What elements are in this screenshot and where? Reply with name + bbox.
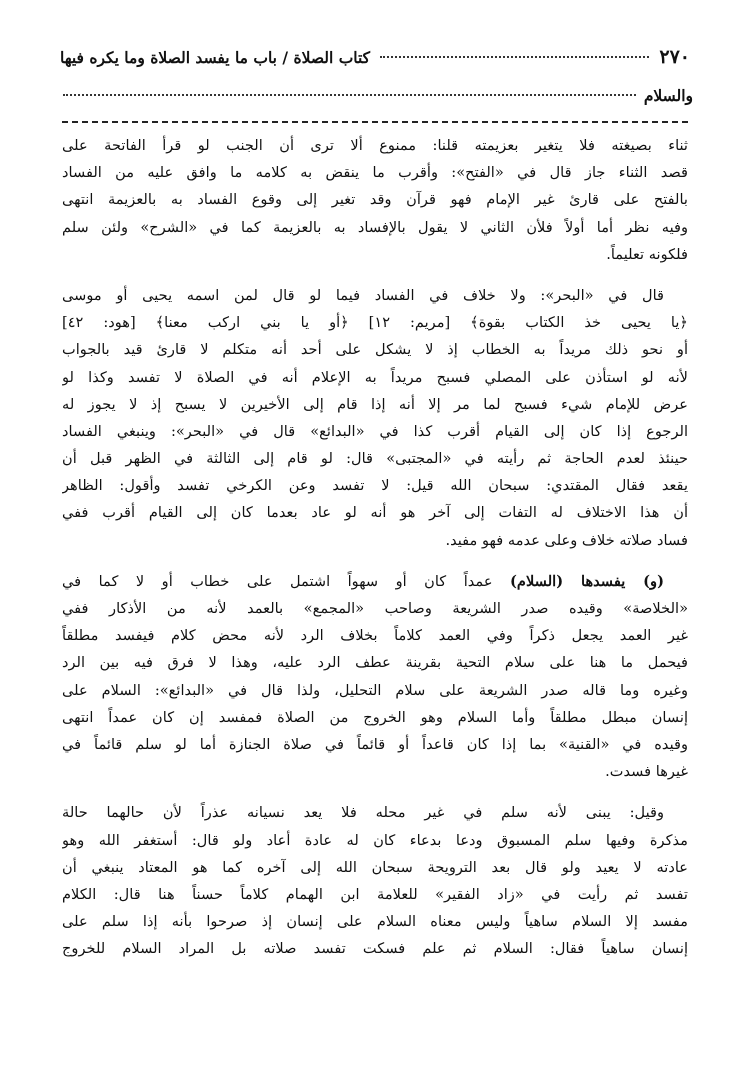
paragraph-1 xyxy=(62,132,688,268)
text-line: إنسان ساهياً فقال: السلام ثم علم فسكت تفسد صلاته بل المراد السلام للخروج xyxy=(62,940,688,958)
line-rest: عمداً كان أو سهواً اشتمل على خطاب أو لا كما في xyxy=(62,572,493,590)
carry-over-dots xyxy=(63,94,636,96)
paragraph-4 xyxy=(62,799,688,962)
text-line: وقيل: يبنى لأنه سلم في غير محله فلا يعد نسيانه عذراً لأن حالهما حالة xyxy=(62,804,664,822)
text-line: مفسد إلا السلام ساهياً وليس معناه السلام على إنسان إذ صرحوا بأنه إذا سلم على xyxy=(62,913,688,931)
text-line: فلكونه تعليماً. xyxy=(606,245,688,263)
section-separator xyxy=(62,121,688,123)
text-line: وقيده في «القنية» بما إذا كان قاعداً أو قائماً في صلاة الجنازة أما لو سلم قائماً في xyxy=(62,735,688,753)
text-line: بالفتح على قارئ غير الإمام فهو قرآن وقد تغير إلى وقوع الفساد به بالعزيمة انتهى xyxy=(62,191,688,209)
text-line: أو نحو ذلك مريداً به الخطاب إذ لا يشكل على أحد أنه متكلم لا قارئ قيد بالجواب xyxy=(62,341,688,359)
matn-lead: (و) يفسدها (السلام) xyxy=(510,572,665,590)
header-dotted-leader xyxy=(380,56,649,58)
text-line: يقعد فقال المقتدي: سبحان الله قيل: لا تفسد وعن الكرخي تفسد وأقول: الظاهر xyxy=(62,477,688,495)
carry-over-word: والسلام xyxy=(643,85,693,105)
text-line: ثناء بصيغته فلا يتغير بعزيمته قلنا: ممنوع ألا ترى أن الجنب لو قرأ الفاتحة على xyxy=(62,137,688,154)
carry-over-line xyxy=(63,82,693,108)
text-line: قصد الثناء جاز قال في «الفتح»: وأقرب ما ينقض به كلامه ما وافق عليه من الفساد xyxy=(62,164,688,182)
text-line: الرجوع إذا كان إلى القيام أقرب كذا في «البدائع» قال في «البحر»: وينبغي الفساد xyxy=(62,422,688,440)
text-line: غير العمد يجعل ذكراً وفي العمد كلاماً بخلاف الرد لأنه محض كلام فيفسد مطلقاً xyxy=(62,627,688,645)
text-line: عادته لا يعيد ولو قال بعد الترويحة سبحان الله إلى آخره كما هو المعتاد ينبغي أن xyxy=(62,858,688,876)
text-line: قال في «البحر»: ولا خلاف في الفساد فيما لو قال لمن اسمه يحيى أو موسى xyxy=(62,286,664,304)
text-line: إنسان مبطل مطلقاً وأما السلام وهو الخروج من الصلاة فمفسد إن كان عمداً انتهى xyxy=(62,708,688,726)
text-line: فيحمل ما هنا على سلام التحية بقرينة عطف الرد عليه، وهذا لا فرق فيه بين الرد xyxy=(62,654,688,672)
text-line: وفيه نظر أما أولاً فلأن الثاني لا يقول بالإفساد به بالعزيمة كما في «الشرح» ولئن سلم xyxy=(62,218,688,236)
text-line: «الخلاصة» وقيده صدر الشريعة وصاحب «المجمع» بالعمد لأنه من الأذكار ففي xyxy=(62,600,688,617)
quran-verses-line: ﴿يا يحيى خذ الكتاب بقوة﴾ [مريم: ١٢] ﴿أو يا بني اركب معنا﴾ [هود: ٤٢] xyxy=(62,314,688,332)
text-line: عرض للإمام شيء فسبح لما مر إلا أنه إذا قام إلى الأخيرين لا يسبح إذ لا يجوز له xyxy=(62,395,688,413)
text-line: تفسد ثم رأيت في «زاد الفقير» للعلامة ابن الهمام كلاماً حسناً هنا قال: الكلام xyxy=(62,885,688,903)
text-line: فساد صلاته خلاف وعلى عدمه فهو مفيد. xyxy=(445,531,688,549)
text-line xyxy=(62,568,688,595)
body-text xyxy=(62,132,688,976)
paragraph-3 xyxy=(62,568,688,786)
text-line: وغيره وما قاله صدر الشريعة على سلام التحليل، ولذا قال في «البدائع»: السلام على xyxy=(62,681,688,699)
text-line: غيرها فسدت. xyxy=(605,763,688,781)
running-header xyxy=(60,42,690,72)
page-number: ٢٧٠ xyxy=(659,46,690,68)
text-line: حينئذ لعدم الحاجة ثم رأيته في «المجتبى» قال: لو قام إلى الثالثة في الظهر قبل أن xyxy=(62,450,688,468)
text-line: لأنه لو استأذن على المصلي فسبح مريداً به الإعلام أنه في الصلاة لا تفسد وكذا لو xyxy=(62,368,688,386)
chapter-title: كتاب الصلاة / باب ما يفسد الصلاة وما يكره فيها xyxy=(60,47,371,67)
paragraph-2 xyxy=(62,282,688,554)
text-line: أن هذا الاختلاف له التفات إلى آخر هو أنه لو عاد بعدما كان إلى القيام أقرب ففي xyxy=(62,504,688,522)
text-line: مذكرة وفيها سلم المسبوق ودعا بدعاء كان له عادة أعاد ولو قال: أستغفر الله وهو xyxy=(62,831,688,849)
